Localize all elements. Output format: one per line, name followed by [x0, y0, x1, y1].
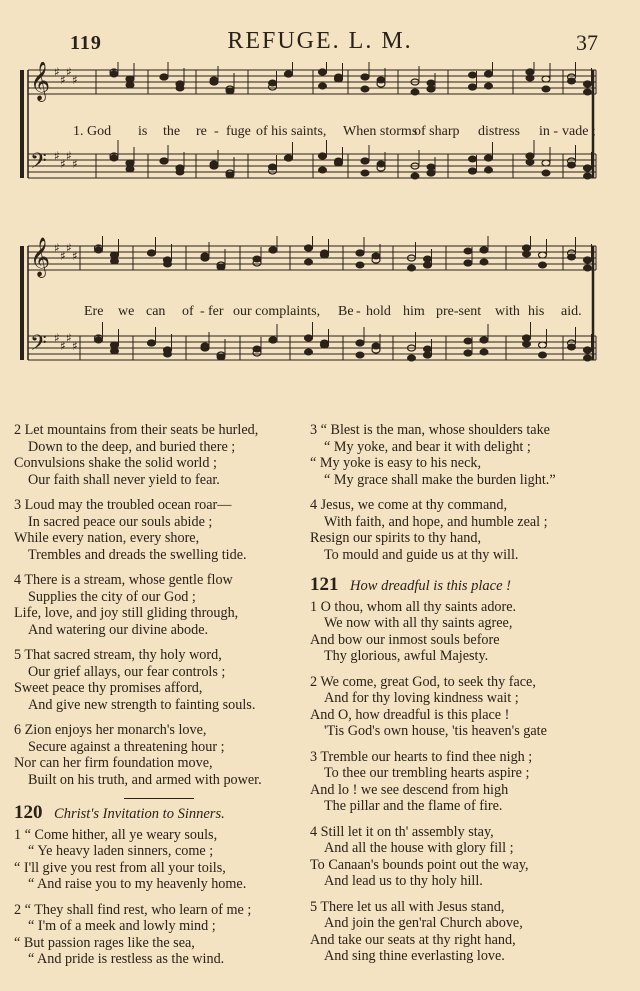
- verse-line: Our grief allays, our fear controls ;: [28, 663, 226, 680]
- lyric-syllable: 1. God: [73, 124, 112, 139]
- note-head: [526, 159, 534, 165]
- lyric-syllable: of his saints,: [256, 124, 327, 139]
- note-head: [319, 83, 327, 89]
- note-head: [485, 155, 493, 161]
- lyric-syllable: with: [495, 304, 520, 319]
- note-head: [568, 78, 576, 84]
- lyric-syllable: him: [403, 304, 425, 319]
- verse-120-4: [310, 497, 610, 563]
- verse-line: 2 We come, great God, to seek thy face,: [310, 673, 536, 690]
- verse-line: “ And pride is restless as the wind.: [28, 951, 225, 967]
- note-head: [584, 355, 592, 361]
- note-head: [539, 252, 547, 258]
- note-head: [111, 342, 119, 348]
- verse-line: “ My yoke is easy to his neck,: [310, 455, 482, 471]
- note-head: [539, 262, 547, 268]
- note-head: [160, 74, 168, 80]
- note-head: [95, 337, 103, 343]
- verse-120-3: [310, 422, 610, 488]
- verse-line: To Canaan's bounds point out the way,: [310, 856, 529, 873]
- hymn-120-number: 120: [14, 802, 43, 823]
- note-head: [526, 153, 534, 159]
- verse-line: Secure against a threatening hour ;: [28, 738, 225, 755]
- note-head: [372, 343, 380, 349]
- note-head: [523, 335, 531, 341]
- verse-line: And bow our inmost souls before: [310, 631, 500, 648]
- lyric-syllable: our complaints,: [233, 304, 321, 319]
- note-head: [321, 340, 329, 346]
- sharp-sign: ♯: [72, 249, 78, 263]
- verse-line: We now with all thy saints agree,: [324, 615, 513, 631]
- note-head: [424, 256, 432, 262]
- verse-line: Convulsions shake the solid world ;: [14, 455, 217, 471]
- note-head: [226, 88, 234, 94]
- verse-line: And for thy loving kindness wait ;: [324, 690, 519, 706]
- lyric-syllable: pre-sent: [436, 304, 482, 319]
- verse-line: “ I'm of a meek and lowly mind ;: [28, 918, 216, 934]
- verse-line: Our faith shall never yield to fear.: [28, 471, 220, 488]
- verse-line: 5 That sacred stream, thy holy word,: [14, 647, 222, 663]
- verse-line: 6 Zion enjoys her monarch's love,: [14, 722, 207, 738]
- note-head: [305, 335, 313, 341]
- note-head: [356, 352, 364, 358]
- lyric-syllable: the: [163, 124, 181, 139]
- sharp-sign: ♯: [66, 65, 72, 79]
- lyric-syllable: -: [214, 124, 219, 139]
- note-head: [411, 89, 419, 95]
- verse-line: “ My yoke, and bear it with delight ;: [324, 438, 531, 455]
- verse-line: Trembles and dreads the swelling tide.: [28, 546, 247, 563]
- verse-line: “ And raise you to my heavenly home.: [28, 876, 247, 892]
- note-head: [335, 158, 343, 164]
- note-head: [253, 256, 261, 262]
- verse-line: And watering our divine abode.: [28, 621, 209, 638]
- verse-line: 2 Let mountains from their seats be hurled,: [14, 422, 259, 438]
- note-head: [377, 161, 385, 167]
- sharp-sign: ♯: [54, 241, 60, 255]
- note-head: [110, 155, 118, 161]
- note-head: [568, 162, 576, 168]
- note-head: [480, 349, 488, 355]
- sharp-sign: ♯: [60, 249, 66, 263]
- note-head: [210, 161, 218, 167]
- note-head: [319, 153, 327, 159]
- note-head: [485, 167, 493, 173]
- note-head: [201, 343, 209, 349]
- lyric-syllable: Ere: [84, 304, 104, 319]
- note-head: [126, 76, 134, 82]
- note-head: [210, 77, 218, 83]
- treble-clef: 𝄞: [30, 237, 51, 277]
- note-head: [523, 251, 531, 257]
- note-head: [464, 350, 472, 356]
- lyric-syllable: vade ;: [562, 124, 596, 139]
- note-head: [305, 245, 313, 251]
- verse-line: Supplies the city of our God ;: [28, 588, 196, 605]
- note-head: [523, 245, 531, 251]
- page-header: [0, 28, 640, 58]
- note-head: [526, 69, 534, 75]
- note-head: [335, 74, 343, 80]
- note-head: [568, 254, 576, 260]
- note-head: [469, 156, 477, 162]
- sharp-sign: ♯: [60, 157, 66, 171]
- lyric-syllable: his: [528, 304, 545, 319]
- lyric-syllable: in -: [539, 124, 559, 139]
- note-head: [568, 344, 576, 350]
- note-head: [485, 71, 493, 77]
- verse-121-1: [310, 599, 610, 665]
- verse-line: 1 O thou, whom all thy saints adore.: [310, 598, 517, 615]
- verse-line: And give new strength to fainting souls.: [28, 696, 256, 713]
- note-head: [95, 247, 103, 253]
- note-head: [356, 340, 364, 346]
- note-head: [523, 341, 531, 347]
- hymn-120-title: Christ's Invitation to Sinners.: [54, 806, 225, 822]
- lyric-syllable: -: [200, 304, 205, 319]
- note-head: [427, 80, 435, 86]
- verse-line: The pillar and the flame of fire.: [324, 798, 503, 814]
- verse-line: Life, love, and joy still gliding through,: [14, 605, 239, 621]
- lyric-syllable: we: [118, 304, 135, 319]
- verse-121-3: [310, 749, 610, 815]
- note-head: [584, 165, 592, 171]
- lyric-syllable: is: [138, 124, 148, 139]
- sharp-sign: ♯: [60, 73, 66, 87]
- verse-line: In sacred peace our souls abide ;: [28, 513, 213, 530]
- note-head: [269, 164, 277, 170]
- sharp-sign: ♯: [60, 339, 66, 353]
- note-head: [361, 86, 369, 92]
- system-bracket: [20, 246, 24, 360]
- note-head: [424, 262, 432, 268]
- lyric-syllable: can: [146, 304, 166, 319]
- page-number: 37: [576, 30, 598, 55]
- note-head: [126, 166, 134, 172]
- note-head: [377, 77, 385, 83]
- note-head: [424, 346, 432, 352]
- verse-line: “ Ye heavy laden sinners, come ;: [28, 843, 214, 859]
- section-divider: [124, 798, 194, 799]
- note-head: [285, 155, 293, 161]
- note-head: [526, 75, 534, 81]
- note-head: [148, 250, 156, 256]
- note-head: [408, 355, 416, 361]
- note-head: [542, 76, 550, 82]
- note-head: [164, 351, 172, 357]
- note-head: [542, 86, 550, 92]
- verse-line: Thy glorious, awful Majesty.: [324, 648, 489, 664]
- sharp-sign: ♯: [54, 331, 60, 345]
- verse-121-5: [310, 899, 610, 965]
- note-head: [217, 354, 225, 360]
- note-head: [469, 84, 477, 90]
- treble-clef: 𝄞: [30, 62, 51, 101]
- lyric-syllable: distress: [478, 124, 520, 139]
- bass-clef: 𝄢: [30, 149, 47, 179]
- sharp-sign: ♯: [72, 339, 78, 353]
- note-head: [480, 337, 488, 343]
- verse-line: 2 “ They shall find rest, who learn of me ;: [14, 901, 252, 918]
- lyric-syllable: aid.: [561, 304, 582, 319]
- verse-line: 5 There let us all with Jesus stand,: [310, 898, 505, 915]
- note-head: [111, 252, 119, 258]
- verse-line: And sing thine everlasting love.: [324, 948, 505, 964]
- verse-line: “ But passion rages like the sea,: [14, 934, 195, 951]
- lyric-syllable: of: [182, 304, 194, 319]
- note-head: [176, 169, 184, 175]
- note-head: [321, 250, 329, 256]
- verse-line: “ I'll give you rest from all your toils,: [14, 859, 226, 876]
- note-head: [584, 89, 592, 95]
- verse-line: Sweet peace thy promises afford,: [14, 680, 203, 696]
- note-head: [427, 86, 435, 92]
- note-head: [176, 85, 184, 91]
- verse-line: Down to the deep, and buried there ;: [28, 438, 236, 455]
- hymn-121-number: 121: [310, 574, 339, 595]
- note-head: [542, 170, 550, 176]
- sharp-sign: ♯: [66, 331, 72, 345]
- note-head: [469, 168, 477, 174]
- note-head: [539, 352, 547, 358]
- note-head: [160, 158, 168, 164]
- note-head: [226, 172, 234, 178]
- note-head: [285, 71, 293, 77]
- verse-121-2: [310, 674, 610, 740]
- verse-line: 'Tis God's own house, 'tis heaven's gate: [324, 723, 547, 739]
- verse-line: Nor can her firm foundation move,: [14, 755, 213, 771]
- verse-line: 1 “ Come hither, all ye weary souls,: [14, 826, 218, 843]
- note-head: [253, 346, 261, 352]
- note-head: [584, 265, 592, 271]
- note-head: [542, 160, 550, 166]
- hymn-121-heading: [310, 574, 610, 595]
- sharp-sign: ♯: [66, 241, 72, 255]
- verse-119-2: [14, 422, 304, 488]
- note-head: [148, 340, 156, 346]
- verse-line: To thee our trembling hearts aspire ;: [324, 765, 530, 781]
- verse-line: To mould and guide us at thy will.: [324, 546, 519, 563]
- note-head: [126, 160, 134, 166]
- verse-line: 4 There is a stream, whose gentle flow: [14, 572, 233, 588]
- lyric-syllable: fer: [208, 304, 224, 319]
- note-head: [201, 253, 209, 259]
- lyric-syllable: When storms: [343, 124, 418, 139]
- note-head: [411, 173, 419, 179]
- verse-line: And lo ! we see descend from high: [310, 781, 509, 798]
- note-head: [126, 82, 134, 88]
- note-head: [361, 74, 369, 80]
- verse-line: “ My grace shall make the burden light.”: [324, 471, 556, 488]
- verse-119-6: [14, 722, 304, 788]
- lyric-syllable: fuge: [226, 124, 251, 139]
- note-head: [408, 265, 416, 271]
- note-head: [584, 347, 592, 353]
- verse-line: 3 “ Blest is the man, whose shoulders take: [310, 422, 550, 438]
- note-head: [361, 158, 369, 164]
- sharp-sign: ♯: [72, 157, 78, 171]
- verse-120-2: [14, 902, 304, 968]
- lyric-syllable: re: [196, 124, 207, 139]
- bass-clef: 𝄢: [30, 331, 47, 361]
- sharp-sign: ♯: [54, 65, 60, 79]
- hymn-121-title: How dreadful is this place !: [350, 578, 512, 594]
- hymn-120-heading: [14, 802, 304, 823]
- hymn-title: REFUGE. L. M.: [227, 28, 413, 54]
- lyric-syllable: hold: [366, 304, 391, 319]
- note-head: [111, 258, 119, 264]
- note-head: [469, 72, 477, 78]
- note-head: [427, 164, 435, 170]
- verse-line: And O, how dreadful is this place !: [310, 706, 510, 723]
- verse-119-4: [14, 572, 304, 638]
- verse-line: And lead us to thy holy hill.: [324, 873, 483, 889]
- verse-line: 3 Loud may the troubled ocean roar—: [14, 497, 232, 513]
- note-head: [305, 259, 313, 265]
- note-head: [427, 170, 435, 176]
- note-head: [584, 173, 592, 179]
- note-head: [584, 257, 592, 263]
- left-column: [14, 422, 304, 977]
- music-system-1: [18, 62, 598, 202]
- verse-line: Resign our spirits to thy hand,: [310, 530, 482, 546]
- hymn-number: 119: [70, 32, 102, 54]
- verse-line: While every nation, every shore,: [14, 530, 200, 546]
- verse-119-3: [14, 497, 304, 563]
- note-head: [480, 259, 488, 265]
- lyric-syllable: of sharp: [414, 124, 460, 139]
- note-head: [319, 167, 327, 173]
- right-column: [310, 422, 610, 974]
- music-system-2: [18, 236, 598, 386]
- verse-line: And take our seats at thy right hand,: [310, 931, 516, 948]
- verse-119-5: [14, 647, 304, 713]
- verse-line: 3 Tremble our hearts to find thee nigh ;: [310, 748, 533, 765]
- note-head: [305, 349, 313, 355]
- note-head: [485, 83, 493, 89]
- note-head: [584, 81, 592, 87]
- lyric-syllable: Be: [338, 304, 354, 319]
- note-head: [356, 250, 364, 256]
- verse-line: 4 Still let it on th' assembly stay,: [310, 823, 494, 840]
- note-head: [319, 69, 327, 75]
- verse-121-4: [310, 824, 610, 890]
- verse-line: And all the house with glory fill ;: [324, 840, 514, 856]
- verse-line: And join the gen'ral Church above,: [324, 915, 523, 931]
- sharp-sign: ♯: [66, 149, 72, 163]
- sharp-sign: ♯: [72, 73, 78, 87]
- note-head: [361, 170, 369, 176]
- system-bracket: [20, 70, 24, 178]
- sharp-sign: ♯: [54, 149, 60, 163]
- verse-120-1: [14, 827, 304, 893]
- note-head: [164, 261, 172, 267]
- verse-line: 4 Jesus, we come at thy command,: [310, 497, 508, 513]
- note-head: [269, 80, 277, 86]
- note-head: [464, 338, 472, 344]
- note-head: [269, 247, 277, 253]
- lyric-syllable: -: [356, 304, 361, 319]
- note-head: [480, 247, 488, 253]
- note-head: [539, 342, 547, 348]
- note-head: [464, 248, 472, 254]
- note-head: [111, 348, 119, 354]
- note-head: [424, 352, 432, 358]
- note-head: [217, 264, 225, 270]
- verse-line: Built on his truth, and armed with power.: [28, 771, 262, 788]
- note-head: [269, 337, 277, 343]
- note-head: [464, 260, 472, 266]
- note-head: [356, 262, 364, 268]
- note-head: [110, 71, 118, 77]
- note-head: [372, 253, 380, 259]
- verse-line: With faith, and hope, and humble zeal ;: [324, 513, 548, 530]
